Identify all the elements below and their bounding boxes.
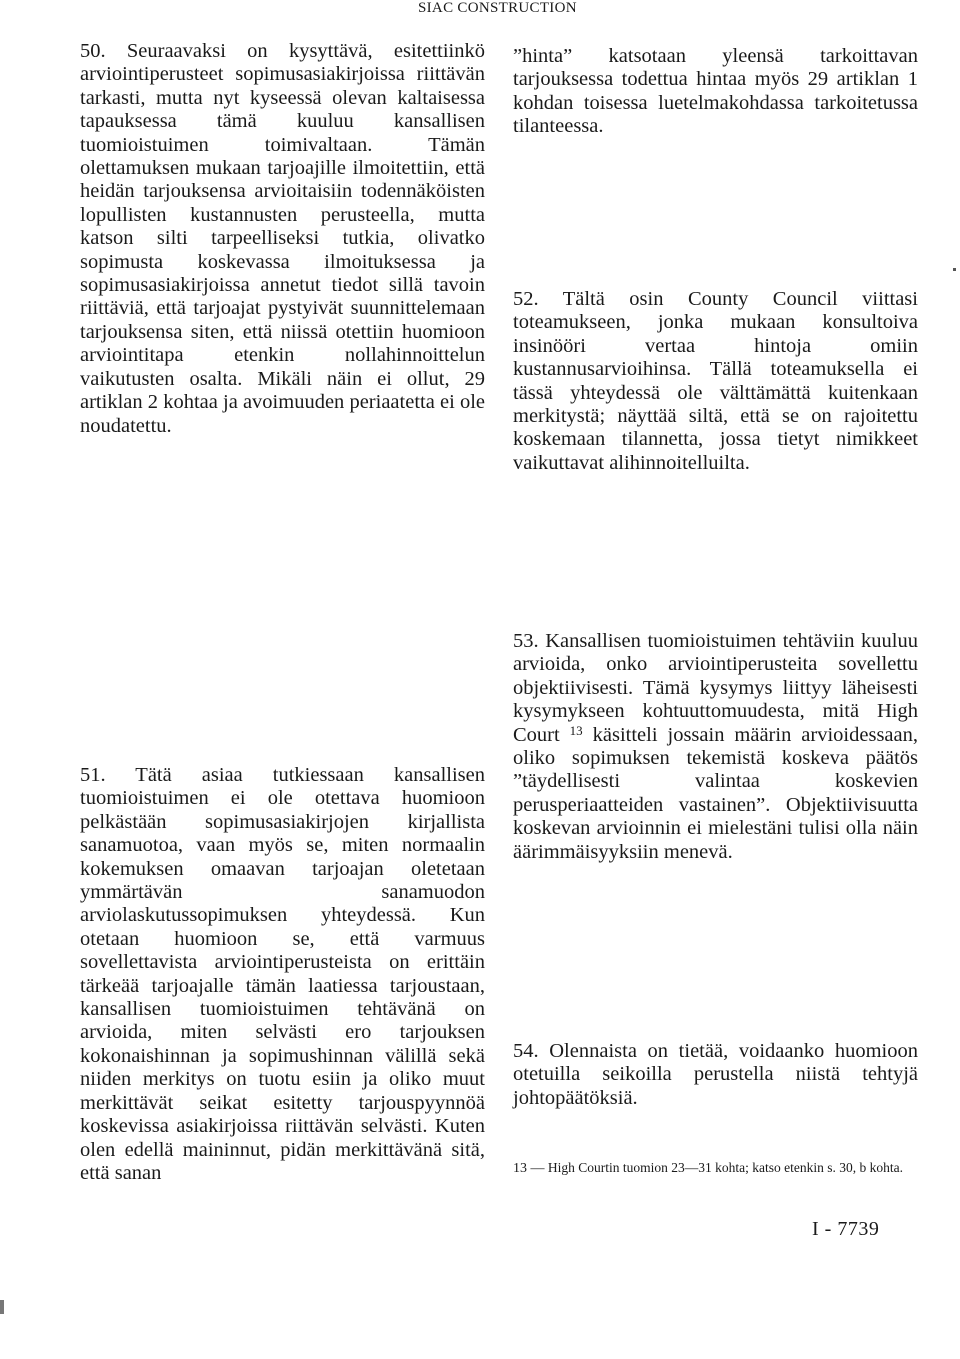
paragraph-53-part-2: käsitteli jossain määrin arvioidessaan, oliko sopimuksen tekemistä koskeva päätös ”täydellisesti valintaa koskevien perusperiaatteiden vastainen”. Objektiivisuutta koskevan arvioinnin ei mielestäni tulisi olla näin äärimmäisyyksiin menevä. — [513, 723, 918, 863]
paragraph-52-text: 52. Tältä osin County Council viittasi toteamukseen, jonka mukaan konsultoiva insinööri vertaa hintoja omiin kustannusarvioihinsa. Tällä toteamuksella ei tässä yhteydessä ole välttämättä kuitenkaan merkitystä; näyttää siltä, että se on rajoitettu koskemaan tilannetta, jossa tietyt nimikkeet vaikuttavat alihinnoitelluilta. — [513, 288, 918, 474]
paragraph-51-text: 51. Tätä asiaa tutkiessaan kansallisen tuomioistuimen ei ole otettava huomioon pelkästään sopimusasiakirjojen kirjallista sanamuotoa, vaan myös se, miten normaalin kokemuksen omaavan tarjoajan oletetaan ymmärtävän sanamuodon arviolaskutussopimuksen yhteydessä. Kun otetaan huomioon se, että varmuus sovellettavista arviointiperusteista on erittäin tärkeää tarjoajalle tämän laatiessa tarjoustaan, kansallisen tuomioistuimen tehtävänä on arvioida, miten selvästi ero tarjouksen kokonaishinnan ja sopimushinnan välillä sekä niiden merkitys on tuotu esiin ja oliko muut merkittävät seikat esitetty tarjouspyynnöä koskevissa asiakirjoissa riittävän selvästi. Kuten olen edellä maininnut, pidän merkittävänä sitä, että sanan — [80, 764, 485, 1184]
paragraph-50-text: 50. Seuraavaksi on kysyttävä, esitettiinkö arviointiperusteet sopimusasiakirjoissa riittävän tarkasti, mutta nyt kyseessä olevan kaltaisessa tapauksessa tämä kuuluu kansallisen tuomioistuimen toimivaltaan. Tämän olettamuksen mukaan tarjoajille ilmoitettiin, että heidän tarjouksensa arvioitaisiin todennäköisten lopullisten kustannusten perusteella, mutta katson silti tarpeelliseksi tutkia, olivatko sopimusta koskevassa ilmoituksessa ja sopimusasiakirjoissa annetut tiedot sillä tavoin riittäviä, että tarjoajat pystyivät suunnittelemaan tarjouksensa siten, että niissä otettiin huomioon arviointitapa etenkin nollahinnoittelun vaikutusten osalta. Mikäli näin ei ollut, 29 artiklan 2 kohtaa ja avoimuuden periaatetta ei ole noudatettu. — [80, 40, 485, 437]
footnote-reference-13: 13 — [569, 722, 583, 738]
margin-dot — [953, 268, 956, 271]
paragraph-54-text: 54. Olennaista on tietää, voidaanko huomioon otetuilla seikoilla perustella niistä tehtyjä johtopäätöksiä. — [513, 1040, 918, 1109]
running-header: SIAC CONSTRUCTION — [418, 0, 577, 16]
footnote-marker: 13 — — [513, 1161, 545, 1176]
paragraph-53-part-1: 53. Kansallisen tuomioistuimen tehtäviin kuuluu arvioida, onko arviointiperusteita sovellettu objektiivisesti. Tämä kysymys liittyy läheisesti kysymykseen kohtuuttomuudesta, mitä High Court — [513, 630, 918, 746]
footnote-13 — [513, 1160, 918, 1177]
paragraph-51-continuation — [513, 45, 918, 139]
paragraph-52 — [513, 288, 918, 475]
paragraph-51-continuation-text: ”hinta” katsotaan yleensä tarkoittavan tarjouksessa todettua hintaa myös 29 artiklan 1 kohdan toisessa luetelmakohdassa tarkoitetussa tilanteessa. — [513, 45, 918, 138]
paragraph-53-text — [513, 630, 918, 864]
paragraph-54 — [513, 1040, 918, 1110]
paragraph-53 — [513, 630, 918, 864]
paragraph-51 — [80, 764, 485, 1185]
scan-edge-mark — [0, 1300, 4, 1314]
paragraph-50 — [80, 40, 485, 438]
footnote-text: High Courtin tuomion 23—31 kohta; katso etenkin s. 30, b kohta. — [544, 1160, 903, 1175]
page-number: I - 7739 — [812, 1218, 880, 1240]
